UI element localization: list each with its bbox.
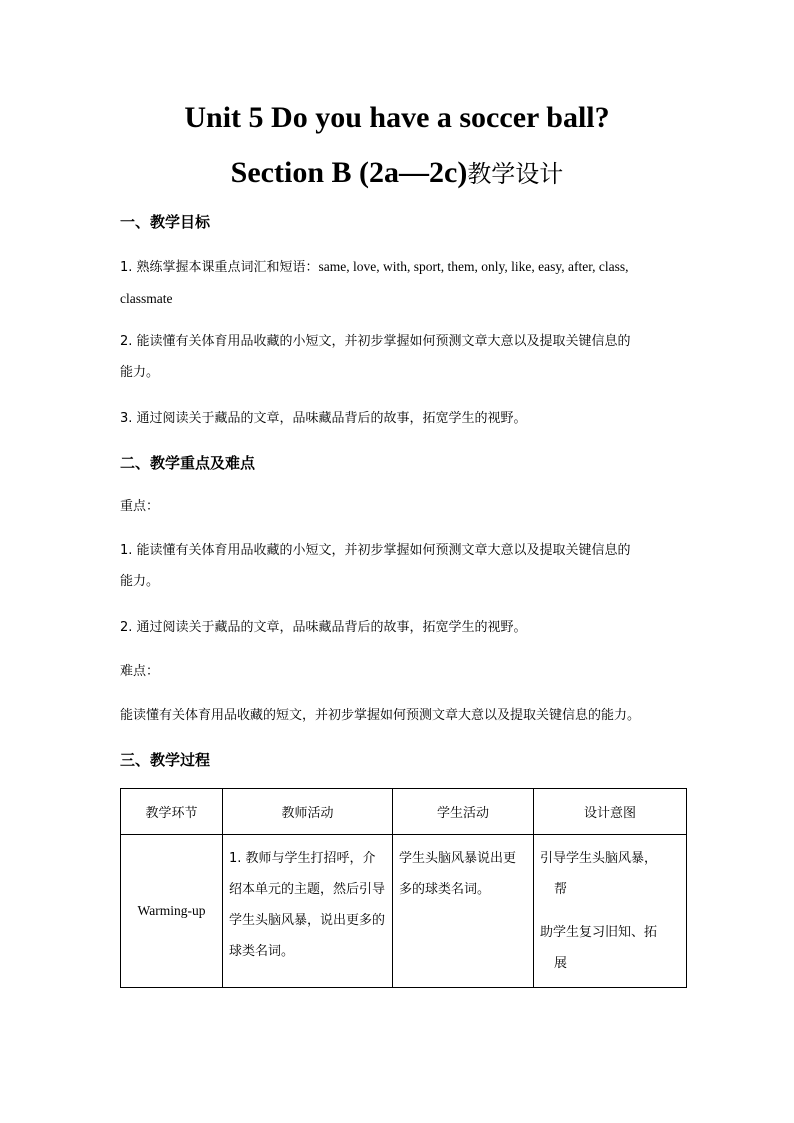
objective-2-line2: 能力。 (120, 365, 160, 380)
header-student-activity: 学生活动 (393, 789, 534, 835)
cell-teacher-activity: 1. 教师与学生打招呼，介绍本单元的主题，然后引导学生头脑风暴，说出更多的球类名词。 (223, 835, 393, 988)
key-point-1-line1: 1. 能读懂有关体育用品收藏的小短文，并初步掌握如何预测文章大意以及提取关键信息的 (120, 543, 631, 558)
key-point-1-line2: 能力。 (120, 574, 160, 589)
subtitle-en: Section B (2a—2c) (230, 156, 468, 189)
cell-stage: Warming-up (121, 835, 223, 988)
design-line-1: 引导学生头脑风暴， (540, 851, 658, 866)
header-design-intent: 设计意图 (534, 789, 687, 835)
header-teacher-activity: 教师活动 (223, 789, 393, 835)
cell-design-intent (534, 835, 687, 988)
difficulty-label: 难点： (120, 664, 160, 679)
teaching-process-table (120, 788, 687, 988)
cell-student-activity: 学生头脑风暴说出更多的球类名词。 (393, 835, 534, 988)
objective-1-prefix: 1. 熟练掌握本课重点词汇和短语： (120, 260, 319, 275)
objective-1 (120, 251, 680, 315)
document-subtitle (0, 155, 794, 192)
table-header-row (121, 789, 687, 835)
objective-2-line1: 2. 能读懂有关体育用品收藏的小短文，并初步掌握如何预测文章大意以及提取关键信息的 (120, 334, 631, 349)
key-points-label: 重点： (120, 499, 160, 514)
document-title: Unit 5 Do you have a soccer ball? (184, 101, 610, 134)
key-point-2: 2. 通过阅读关于藏品的文章，品味藏品背后的故事，拓宽学生的视野。 (120, 620, 527, 635)
section-heading-key-points: 二、教学重点及难点 (120, 454, 256, 472)
objective-3: 3. 通过阅读关于藏品的文章，品味藏品背后的故事，拓宽学生的视野。 (120, 411, 527, 426)
objective-1-words: same, love, with, sport, them, only, like, easy, after, class, (318, 259, 629, 274)
objective-2 (120, 326, 680, 388)
design-line-3: 助学生复习旧知、拓 (540, 925, 658, 940)
design-line-4: 展 (554, 956, 568, 971)
table-row (121, 835, 687, 988)
key-point-1 (120, 535, 680, 597)
objective-1-words-cont: classmate (120, 291, 173, 306)
subtitle-cn: 教学设计 (467, 160, 564, 188)
section-heading-objectives: 一、教学目标 (120, 213, 211, 231)
difficulty-text: 能读懂有关体育用品收藏的短文，并初步掌握如何预测文章大意以及提取关键信息的能力。 (120, 708, 641, 723)
section-heading-process: 三、教学过程 (120, 751, 211, 769)
header-stage: 教学环节 (121, 789, 223, 835)
design-line-2: 帮 (554, 882, 568, 897)
